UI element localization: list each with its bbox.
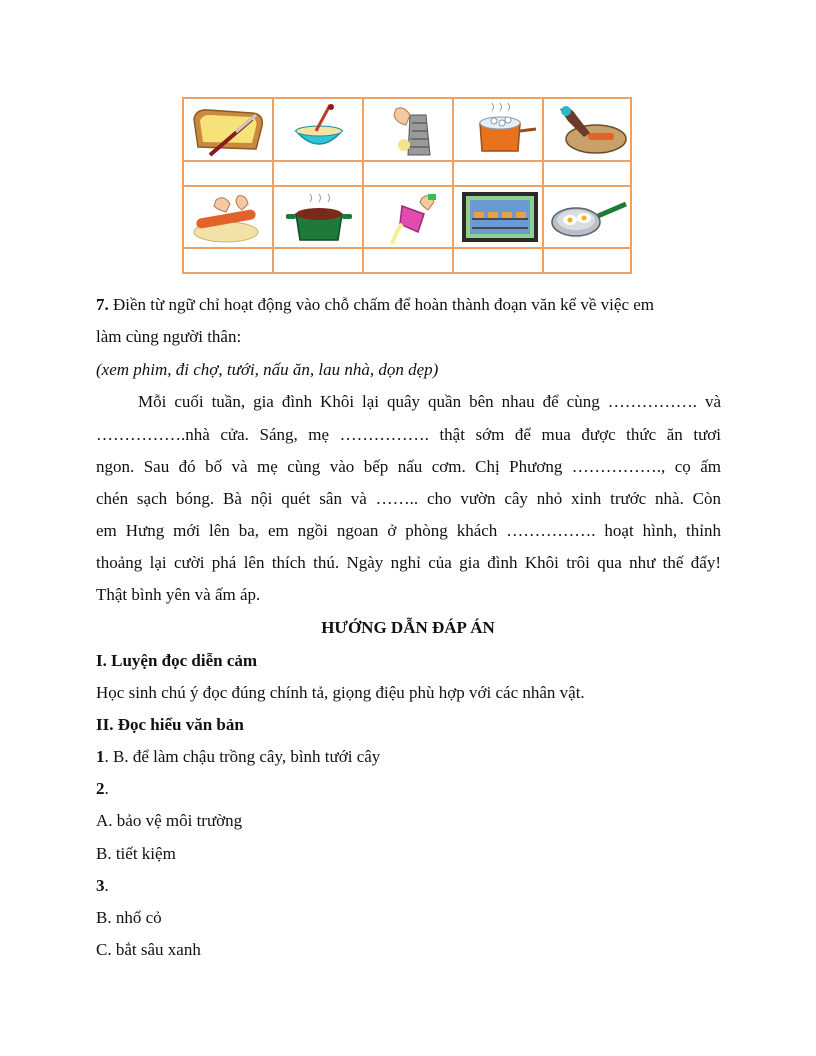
oven-icon <box>456 188 542 246</box>
section1-title: I. Luyện đọc diễn cảm <box>96 651 258 670</box>
answer-q2 <box>96 778 109 800</box>
question7-prompt-line2: làm cùng người thân: <box>96 327 242 346</box>
answer-q3-b: B. nhổ cỏ <box>96 908 162 927</box>
cooking-pictures-grid <box>182 97 632 274</box>
question7-prompt-text: Điền từ ngữ chỉ hoạt động vào chỗ chấm để hoàn thành đoạn văn kể về việc em <box>113 295 655 314</box>
answer-q3-dot: . <box>104 876 109 895</box>
answer-q3-c: C. bắt sâu xanh <box>96 940 201 959</box>
mixing-bowl-icon <box>276 101 362 159</box>
word-bank: (xem phim, đi chợ, tưới, nấu ăn, lau nhà, dọn dẹp) <box>96 360 439 379</box>
section2-title: II. Đọc hiểu văn bản <box>96 715 244 734</box>
passage-line: …………….nhà cửa. Sáng, mẹ ……………. thật sớm để mua được thức ăn tươi <box>96 425 721 444</box>
passage-line: thoảng lại cười phá lên thích thú. Ngày nghỉ của gia đình Khôi trôi qua như thế đấy! <box>96 553 721 572</box>
rolling-pin-icon <box>186 188 272 246</box>
bread-butter-icon <box>186 101 272 159</box>
pouring-jug-icon <box>366 188 452 246</box>
answer-q1-text: . B. để làm chậu trồng cây, bình tưới cây <box>104 747 381 766</box>
answer-q3-number: 3 <box>96 876 105 895</box>
passage-line: Thật bình yên và ấm áp. <box>96 585 261 604</box>
question7-prompt-line1 <box>96 294 721 316</box>
answer-key-heading: HƯỚNG DẪN ĐÁP ÁN <box>321 618 495 637</box>
passage-line: Mỗi cuối tuần, gia đình Khôi lại quây quần bên nhau để cùng ……………. và <box>138 392 721 411</box>
section1-text: Học sinh chú ý đọc đúng chính tả, giọng điệu phù hợp với các nhân vật. <box>96 683 585 702</box>
passage-line: ngon. Sau đó bố và mẹ cùng vào bếp nấu cơm. Chị Phương ……………., cọ ấm <box>96 457 721 476</box>
question7-number: 7. <box>96 295 109 314</box>
passage-line: em Hưng mới lên ba, em ngồi ngoan ở phòng khách ……………. hoạt hình, thỉnh <box>96 521 721 540</box>
answer-q2-a: A. bảo vệ môi trường <box>96 811 243 830</box>
answer-q1-number: 1 <box>96 747 105 766</box>
grater-icon <box>366 101 452 159</box>
answer-q2-b: B. tiết kiệm <box>96 844 176 863</box>
cutting-board-icon <box>546 101 632 159</box>
answer-q2-number: 2 <box>96 779 105 798</box>
answer-q2-dot: . <box>104 779 109 798</box>
green-pot-icon <box>276 188 362 246</box>
answer-q1 <box>96 746 380 768</box>
passage-line: chén sạch bóng. Bà nội quét sân và …….. cho vườn cây nhỏ xinh trước nhà. Còn <box>96 489 721 508</box>
answer-q3 <box>96 875 109 897</box>
boiling-pot-icon <box>456 101 542 159</box>
frying-pan-icon <box>546 188 632 246</box>
